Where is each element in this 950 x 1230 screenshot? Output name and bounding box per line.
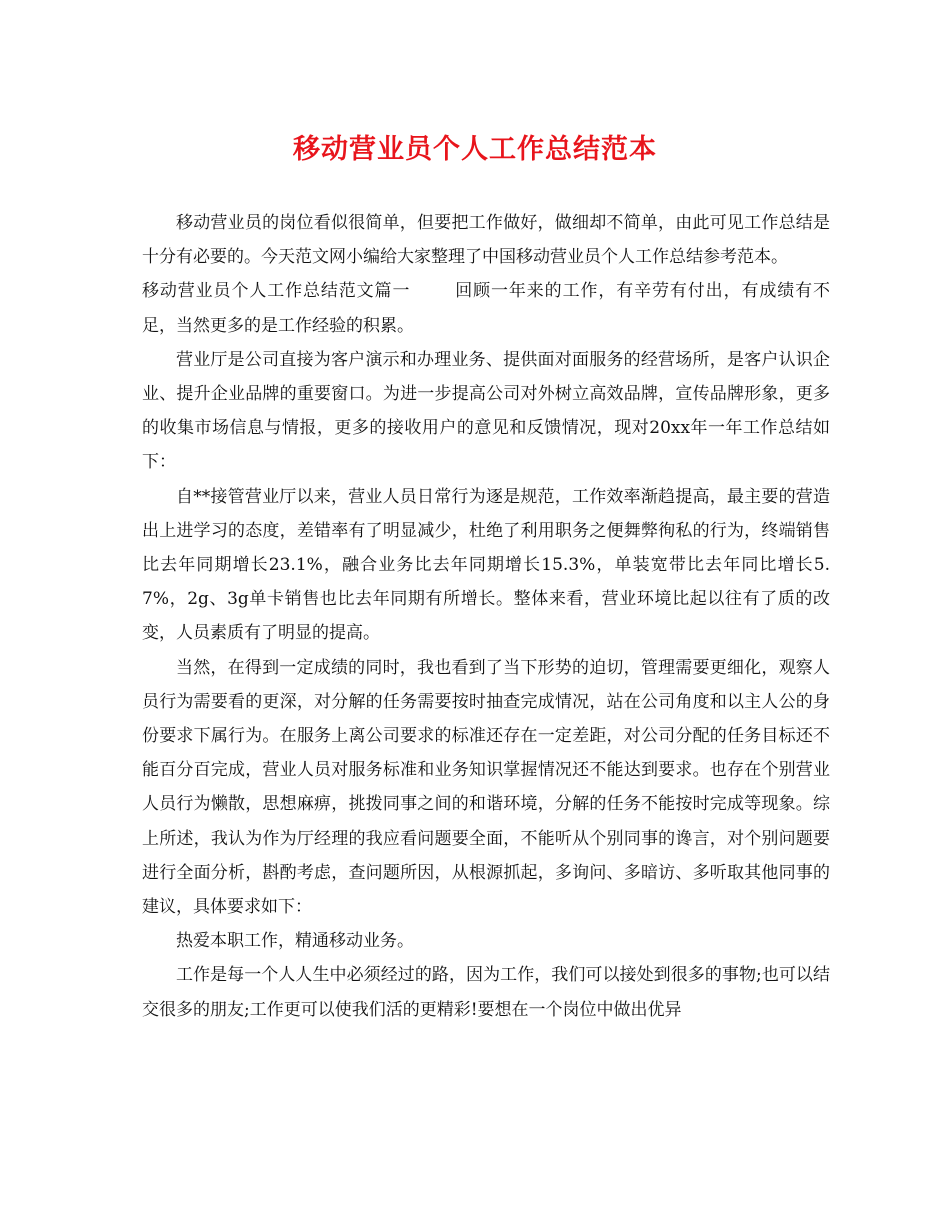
paragraph-work: 工作是每一个人人生中必须经过的路，因为工作，我们可以接处到很多的事物;也可以结交很多的朋友;工作更可以使我们活的更精彩!要想在一个岗位中做出优异 bbox=[142, 965, 830, 1020]
paragraph-section-heading bbox=[142, 274, 830, 342]
paragraph-achievements: 自**接管营业厅以来，营业人员日常行为逐是规范，工作效率渐趋提高，最主要的营造出上进学习的态度，差错率有了明显减少，杜绝了利用职务之便舞弊徇私的行为，终端销售比去年同期增长23.1%，融合业务比去年同期增长15.3%，单装宽带比去年同比增长5.7%，2g、3g单卡销售也比去年同期有所增长。整体来看，营业环境比起以往有了质的改变，人员素质有了明显的提高。 bbox=[142, 486, 830, 644]
document-title: 移动营业员个人工作总结范本 bbox=[293, 134, 657, 165]
paragraph-business-hall: 营业厅是公司直接为客户演示和办理业务、提供面对面服务的经营场所，是客户认识企业、提升企业品牌的重要窗口。为进一步提高公司对外树立高效品牌，宣传品牌形象，更多的收集市场信息与情报，更多的接收用户的意见和反馈情况，现对20xx年一年工作总结如下： bbox=[142, 349, 830, 473]
document-body bbox=[142, 206, 830, 1027]
section-heading-text: 回顾一年来的工作，有辛劳有付出，有成绩有不足，当然更多的是工作经验的积累。 bbox=[142, 281, 831, 336]
section-heading: 移动营业员个人工作总结范文篇一 bbox=[142, 281, 411, 302]
paragraph-intro: 移动营业员的岗位看似很简单，但要把工作做好，做细却不简单，由此可见工作总结是十分有必要的。今天范文网小编给大家整理了中国移动营业员个人工作总结参考范本。 bbox=[142, 213, 830, 268]
paragraph-shortcomings: 当然，在得到一定成绩的同时，我也看到了当下形势的迫切，管理需要更细化，观察人员行为需要看的更深，对分解的任务需要按时抽查完成情况，站在公司角度和以主人公的身份要求下属行为。在服务上离公司要求的标准还存在一定差距，对公司分配的任务目标还不能百分百完成，营业人员对服务标准和业务知识掌握情况还不能达到要求。也存在个别营业人员行为懒散，思想麻痹，挑拨同事之间的和谐环境，分解的任务不能按时完成等现象。综上所述，我认为作为厅经理的我应看问题要全面，不能听从个别同事的谗言，对个别问题要进行全面分析，斟酌考虑，查问题所因，从根源抓起，多询问、多暗访、多听取其他同事的建议，具体要求如下： bbox=[142, 657, 830, 918]
paragraph-requirement: 热爱本职工作，精通移动业务。 bbox=[176, 931, 414, 952]
